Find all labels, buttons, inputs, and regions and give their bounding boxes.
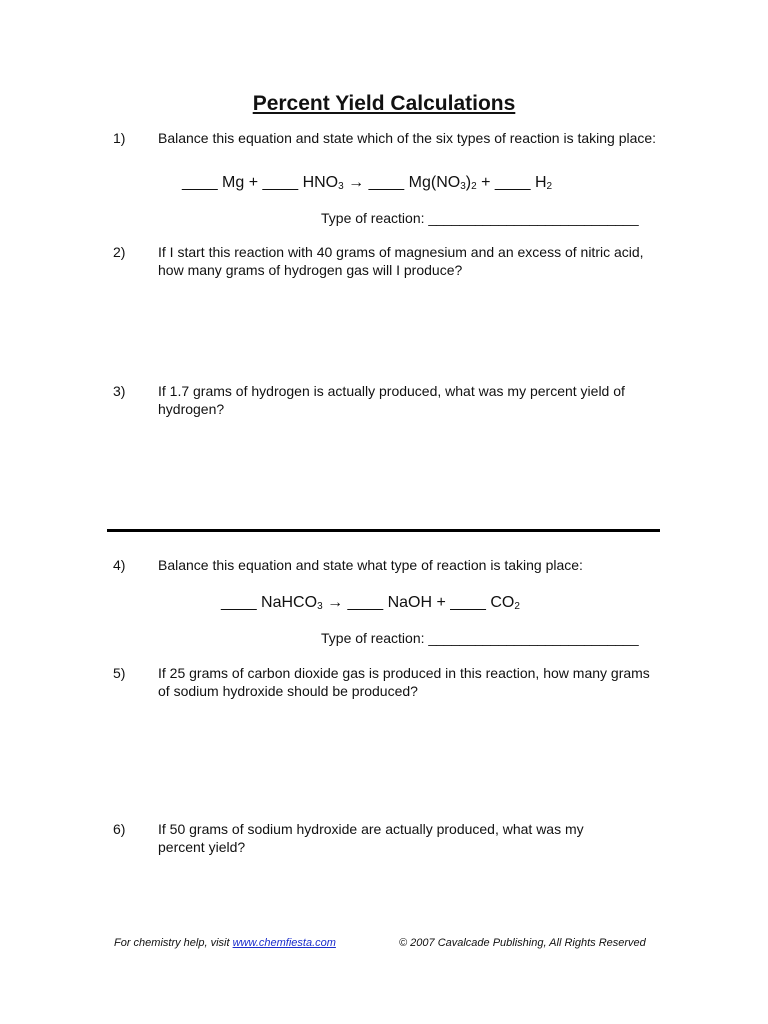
eq-term-co2: $CO_2$ [490, 594, 520, 612]
page-title: Percent Yield Calculations [252, 92, 516, 115]
question-number-6: 6) [113, 821, 126, 837]
question-number-4: 4) [113, 557, 126, 573]
equation-2 [221, 593, 520, 617]
blank: ____ [368, 174, 405, 191]
footer-help-text: For chemistry help, visit [114, 937, 233, 949]
question-text-5: If 25 grams of carbon dioxide gas is produced in this reaction, how many grams of sodium hydroxide should be produced? [158, 665, 650, 699]
footer-help [114, 936, 336, 950]
type-of-reaction-1: Type of reaction: ___________________________ [321, 210, 639, 226]
arrow-right-icon: → [348, 174, 365, 191]
eq-term-mg: Mg + [222, 174, 259, 191]
blank: ____ [494, 174, 531, 191]
eq-term-nahco3: NaHCO$_3$ [261, 594, 323, 612]
footer-copyright: © 2007 Cavalcade Publishing, All Rights Reserved [399, 937, 646, 949]
eq-term-h2: $H_2$ [534, 174, 553, 192]
question-number-2: 2) [113, 244, 126, 260]
equation-1 [182, 173, 552, 197]
arrow-right-icon: → [327, 594, 344, 611]
chemfiesta-link[interactable]: www.chemfiesta.com [232, 937, 336, 949]
eq-term-hno3: $HNO_3$ [302, 174, 344, 192]
question-text-1: Balance this equation and state which of the six types of reaction is taking place: [158, 130, 657, 146]
type-of-reaction-2: Type of reaction: ___________________________ [321, 630, 639, 646]
blank: ____ [221, 594, 257, 611]
question-text-2: If I start this reaction with 40 grams of magnesium and an excess of nitric acid, how many grams of hydrogen gas will I produce? [158, 244, 644, 278]
question-number-5: 5) [113, 665, 126, 681]
blank: ____ [450, 594, 486, 611]
question-text-3: If 1.7 grams of hydrogen is actually produced, what was my percent yield of hydrogen? [158, 383, 625, 417]
section-divider [107, 529, 660, 532]
question-number-1: 1) [113, 130, 126, 146]
question-text-4: Balance this equation and state what type of reaction is taking place: [158, 557, 583, 573]
question-number-3: 3) [113, 383, 126, 399]
question-text-6: If 50 grams of sodium hydroxide are actually produced, what was my percent yield? [158, 821, 584, 855]
blank: ____ [182, 174, 218, 191]
blank: ____ [347, 594, 384, 611]
blank: ____ [262, 174, 299, 191]
eq-plus: + [481, 174, 491, 191]
eq-term-naoh: NaOH + [387, 594, 446, 611]
eq-term-mgno32: $Mg(NO_3)_2$ [408, 174, 477, 192]
